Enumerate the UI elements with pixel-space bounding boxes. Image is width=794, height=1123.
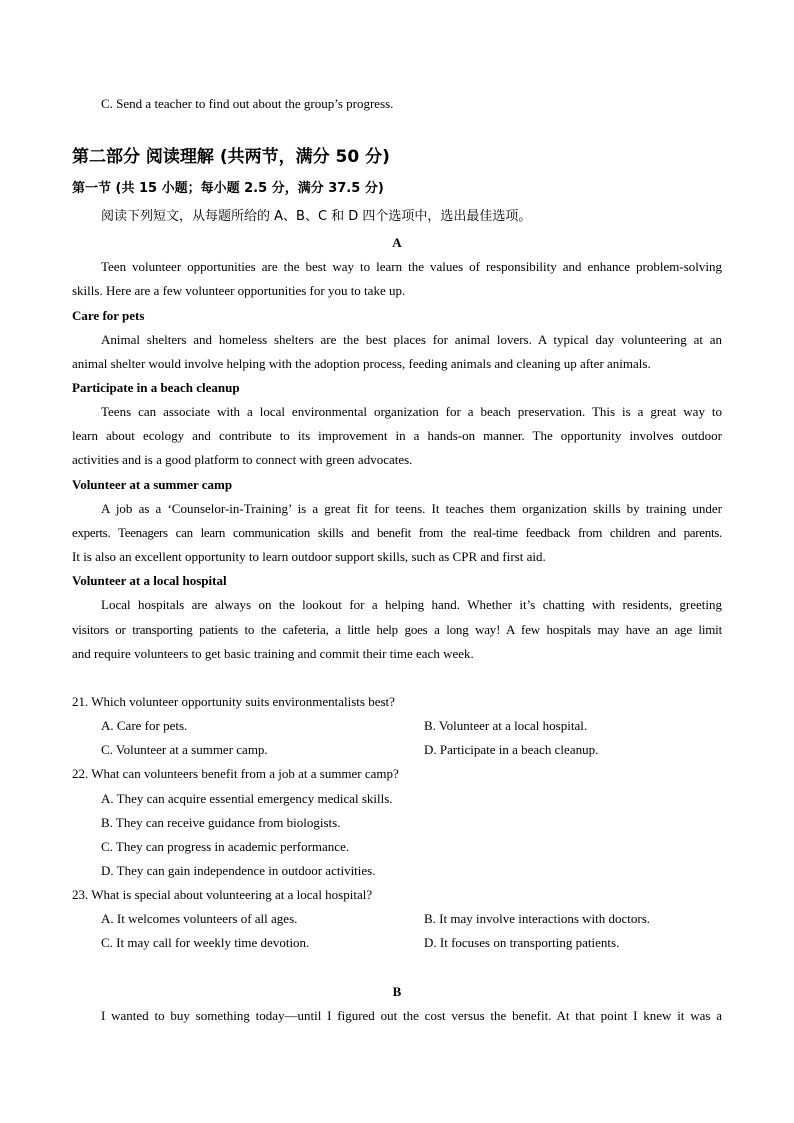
hospital-line-2: visitors or transporting patients to the cafeteria, a little help goes a long way! A few hospitals may have an age limit [72,622,722,637]
section-heading-summer-camp: Volunteer at a summer camp [72,477,233,492]
beach-line-3: activities and is a good platform to connect with green advocates. [72,452,413,467]
question-22-option-a: A. They can acquire essential emergency medical skills. [101,791,393,806]
part-title: 第二部分 阅读理解 (共两节，满分 50 分) [72,147,390,167]
question-21-option-a: A. Care for pets. [101,718,188,733]
beach-line-2: learn about ecology and contribute to its improvement in a hands-on manner. The opportunity involves outdoor [72,428,722,443]
question-21-option-d: D. Participate in a beach cleanup. [424,742,599,757]
passage-b-first-line: I wanted to buy something today—until I figured out the cost versus the benefit. At that point I knew it was a [101,1008,722,1023]
question-21-option-b: B. Volunteer at a local hospital. [424,718,588,733]
instruction: 阅读下列短文，从每题所给的 A、B、C 和 D 四个选项中，选出最佳选项。 [101,209,532,224]
question-22-option-c: C. They can progress in academic performance. [101,839,350,854]
question-22-stem: 22. What can volunteers benefit from a job at a summer camp? [72,766,399,781]
pets-line-2: animal shelter would involve helping with the adoption process, feeding animals and cleaning up after animals. [72,356,651,371]
question-21-stem: 21. Which volunteer opportunity suits environmentalists best? [72,694,395,709]
hospital-line-3: and require volunteers to get basic training and commit their time each week. [72,646,474,661]
previous-question-option-c: C. Send a teacher to find out about the group’s progress. [101,96,394,111]
section-title: 第一节 (共 15 小题；每小题 2.5 分，满分 37.5 分) [72,181,384,196]
question-23-option-d: D. It focuses on transporting patients. [424,935,620,950]
passage-a-intro-line-1: Teen volunteer opportunities are the best way to learn the values of responsibility and enhance problem-solving [101,259,722,274]
question-23-option-b: B. It may involve interactions with doctors. [424,911,651,926]
hospital-line-1: Local hospitals are always on the lookout for a helping hand. Whether it’s chatting with residents, greeting [101,597,722,612]
question-23-option-a: A. It welcomes volunteers of all ages. [101,911,298,926]
question-21-option-c: C. Volunteer at a summer camp. [101,742,268,757]
pets-line-1: Animal shelters and homeless shelters are the best places for animal lovers. A typical day volunteering at an [101,332,722,347]
passage-a-intro-line-2: skills. Here are a few volunteer opportunities for you to take up. [72,283,406,298]
camp-line-2: experts. Teenagers can learn communication skills and benefit from the real-time feedback from children and parents. [72,525,722,540]
passage-b-label: B [392,984,402,999]
camp-line-3: It is also an excellent opportunity to learn outdoor support skills, such as CPR and first aid. [72,549,546,564]
question-22-option-b: B. They can receive guidance from biologists. [101,815,341,830]
question-22-option-d: D. They can gain independence in outdoor activities. [101,863,376,878]
section-heading-beach-cleanup: Participate in a beach cleanup [72,380,240,395]
camp-line-1: A job as a ‘Counselor-in-Training’ is a great fit for teens. It teaches them organization skills by training under [101,501,722,516]
question-23-option-c: C. It may call for weekly time devotion. [101,935,310,950]
question-23-stem: 23. What is special about volunteering at a local hospital? [72,887,373,902]
beach-line-1: Teens can associate with a local environmental organization for a beach preservation. This is a great way to [101,404,722,419]
passage-a-label: A [392,235,402,250]
section-heading-care-for-pets: Care for pets [72,308,145,323]
section-heading-local-hospital: Volunteer at a local hospital [72,573,227,588]
